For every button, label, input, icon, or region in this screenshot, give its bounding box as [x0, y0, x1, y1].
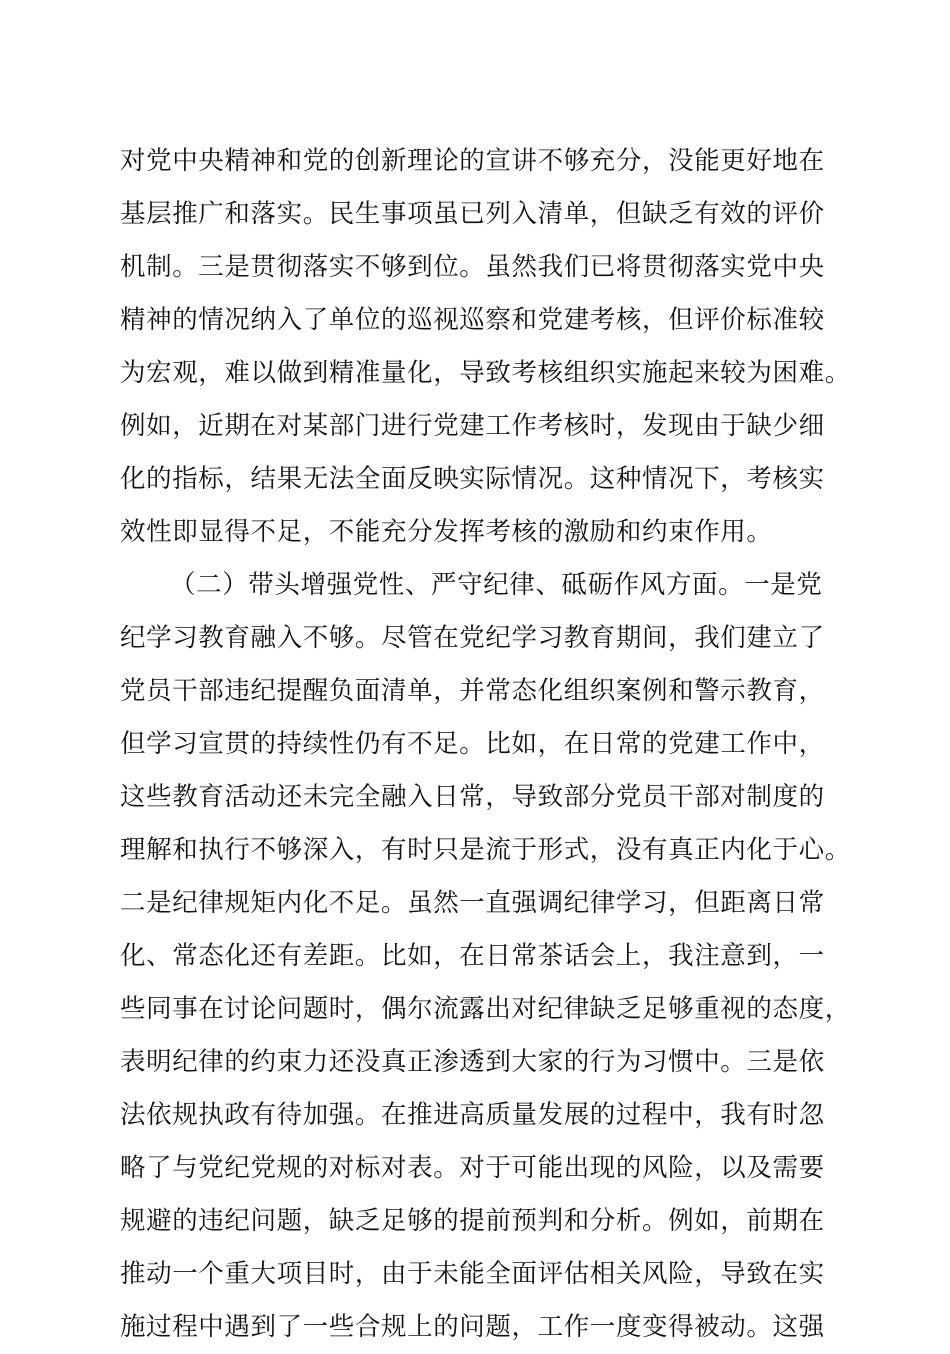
text-line: 法依规执政有待加强。在推进高质量发展的过程中，我有时忽 [120, 1100, 825, 1130]
text-line: 例如，近期在对某部门进行党建工作考核时，发现由于缺少细 [120, 411, 825, 441]
text-line: 精神的情况纳入了单位的巡视巡察和党建考核，但评价标准较 [120, 305, 825, 335]
text-line: 效性即显得不足，不能充分发挥考核的激励和约束作用。 [120, 517, 773, 547]
text-line: 这些教育活动还未完全融入日常，导致部分党员干部对制度的 [120, 782, 825, 812]
text-line: 施过程中遇到了一些合规上的问题，工作一度变得被动。这强 [120, 1312, 825, 1342]
text-line: 纪学习教育融入不够。尽管在党纪学习教育期间，我们建立了 [120, 623, 825, 653]
text-line: 基层推广和落实。民生事项虽已列入清单，但缺乏有效的评价 [120, 199, 825, 229]
text-line: 机制。三是贯彻落实不够到位。虽然我们已将贯彻落实党中央 [120, 252, 825, 282]
body-text [120, 135, 851, 1354]
text-line: 对党中央精神和党的创新理论的宣讲不够充分，没能更好地在 [120, 146, 825, 176]
text-line: 推动一个重大项目时，由于未能全面评估相关风险，导致在实 [120, 1259, 825, 1289]
text-line: 二是纪律规矩内化不足。虽然一直强调纪律学习，但距离日常 [120, 888, 825, 918]
text-line: 化、常态化还有差距。比如，在日常茶话会上，我注意到，一 [120, 941, 825, 971]
text-line: 表明纪律的约束力还没真正渗透到大家的行为习惯中。三是依 [120, 1047, 825, 1077]
text-line: 些同事在讨论问题时，偶尔流露出对纪律缺乏足够重视的态度， [120, 994, 851, 1024]
text-line: 为宏观，难以做到精准量化，导致考核组织实施起来较为困难。 [120, 358, 851, 388]
text-line: 党员干部违纪提醒负面清单，并常态化组织案例和警示教育， [120, 676, 825, 706]
text-line: 理解和执行不够深入，有时只是流于形式，没有真正内化于心。 [120, 835, 851, 865]
section-heading-line: （二）带头增强党性、严守纪律、砥砺作风方面。一是党 [170, 570, 823, 600]
text-line: 略了与党纪党规的对标对表。对于可能出现的风险，以及需要 [120, 1153, 825, 1183]
text-line: 但学习宣贯的持续性仍有不足。比如，在日常的党建工作中， [120, 729, 825, 759]
text-line: 规避的违纪问题，缺乏足够的提前预判和分析。例如，前期在 [120, 1206, 825, 1236]
text-line: 化的指标，结果无法全面反映实际情况。这种情况下，考核实 [120, 464, 825, 494]
